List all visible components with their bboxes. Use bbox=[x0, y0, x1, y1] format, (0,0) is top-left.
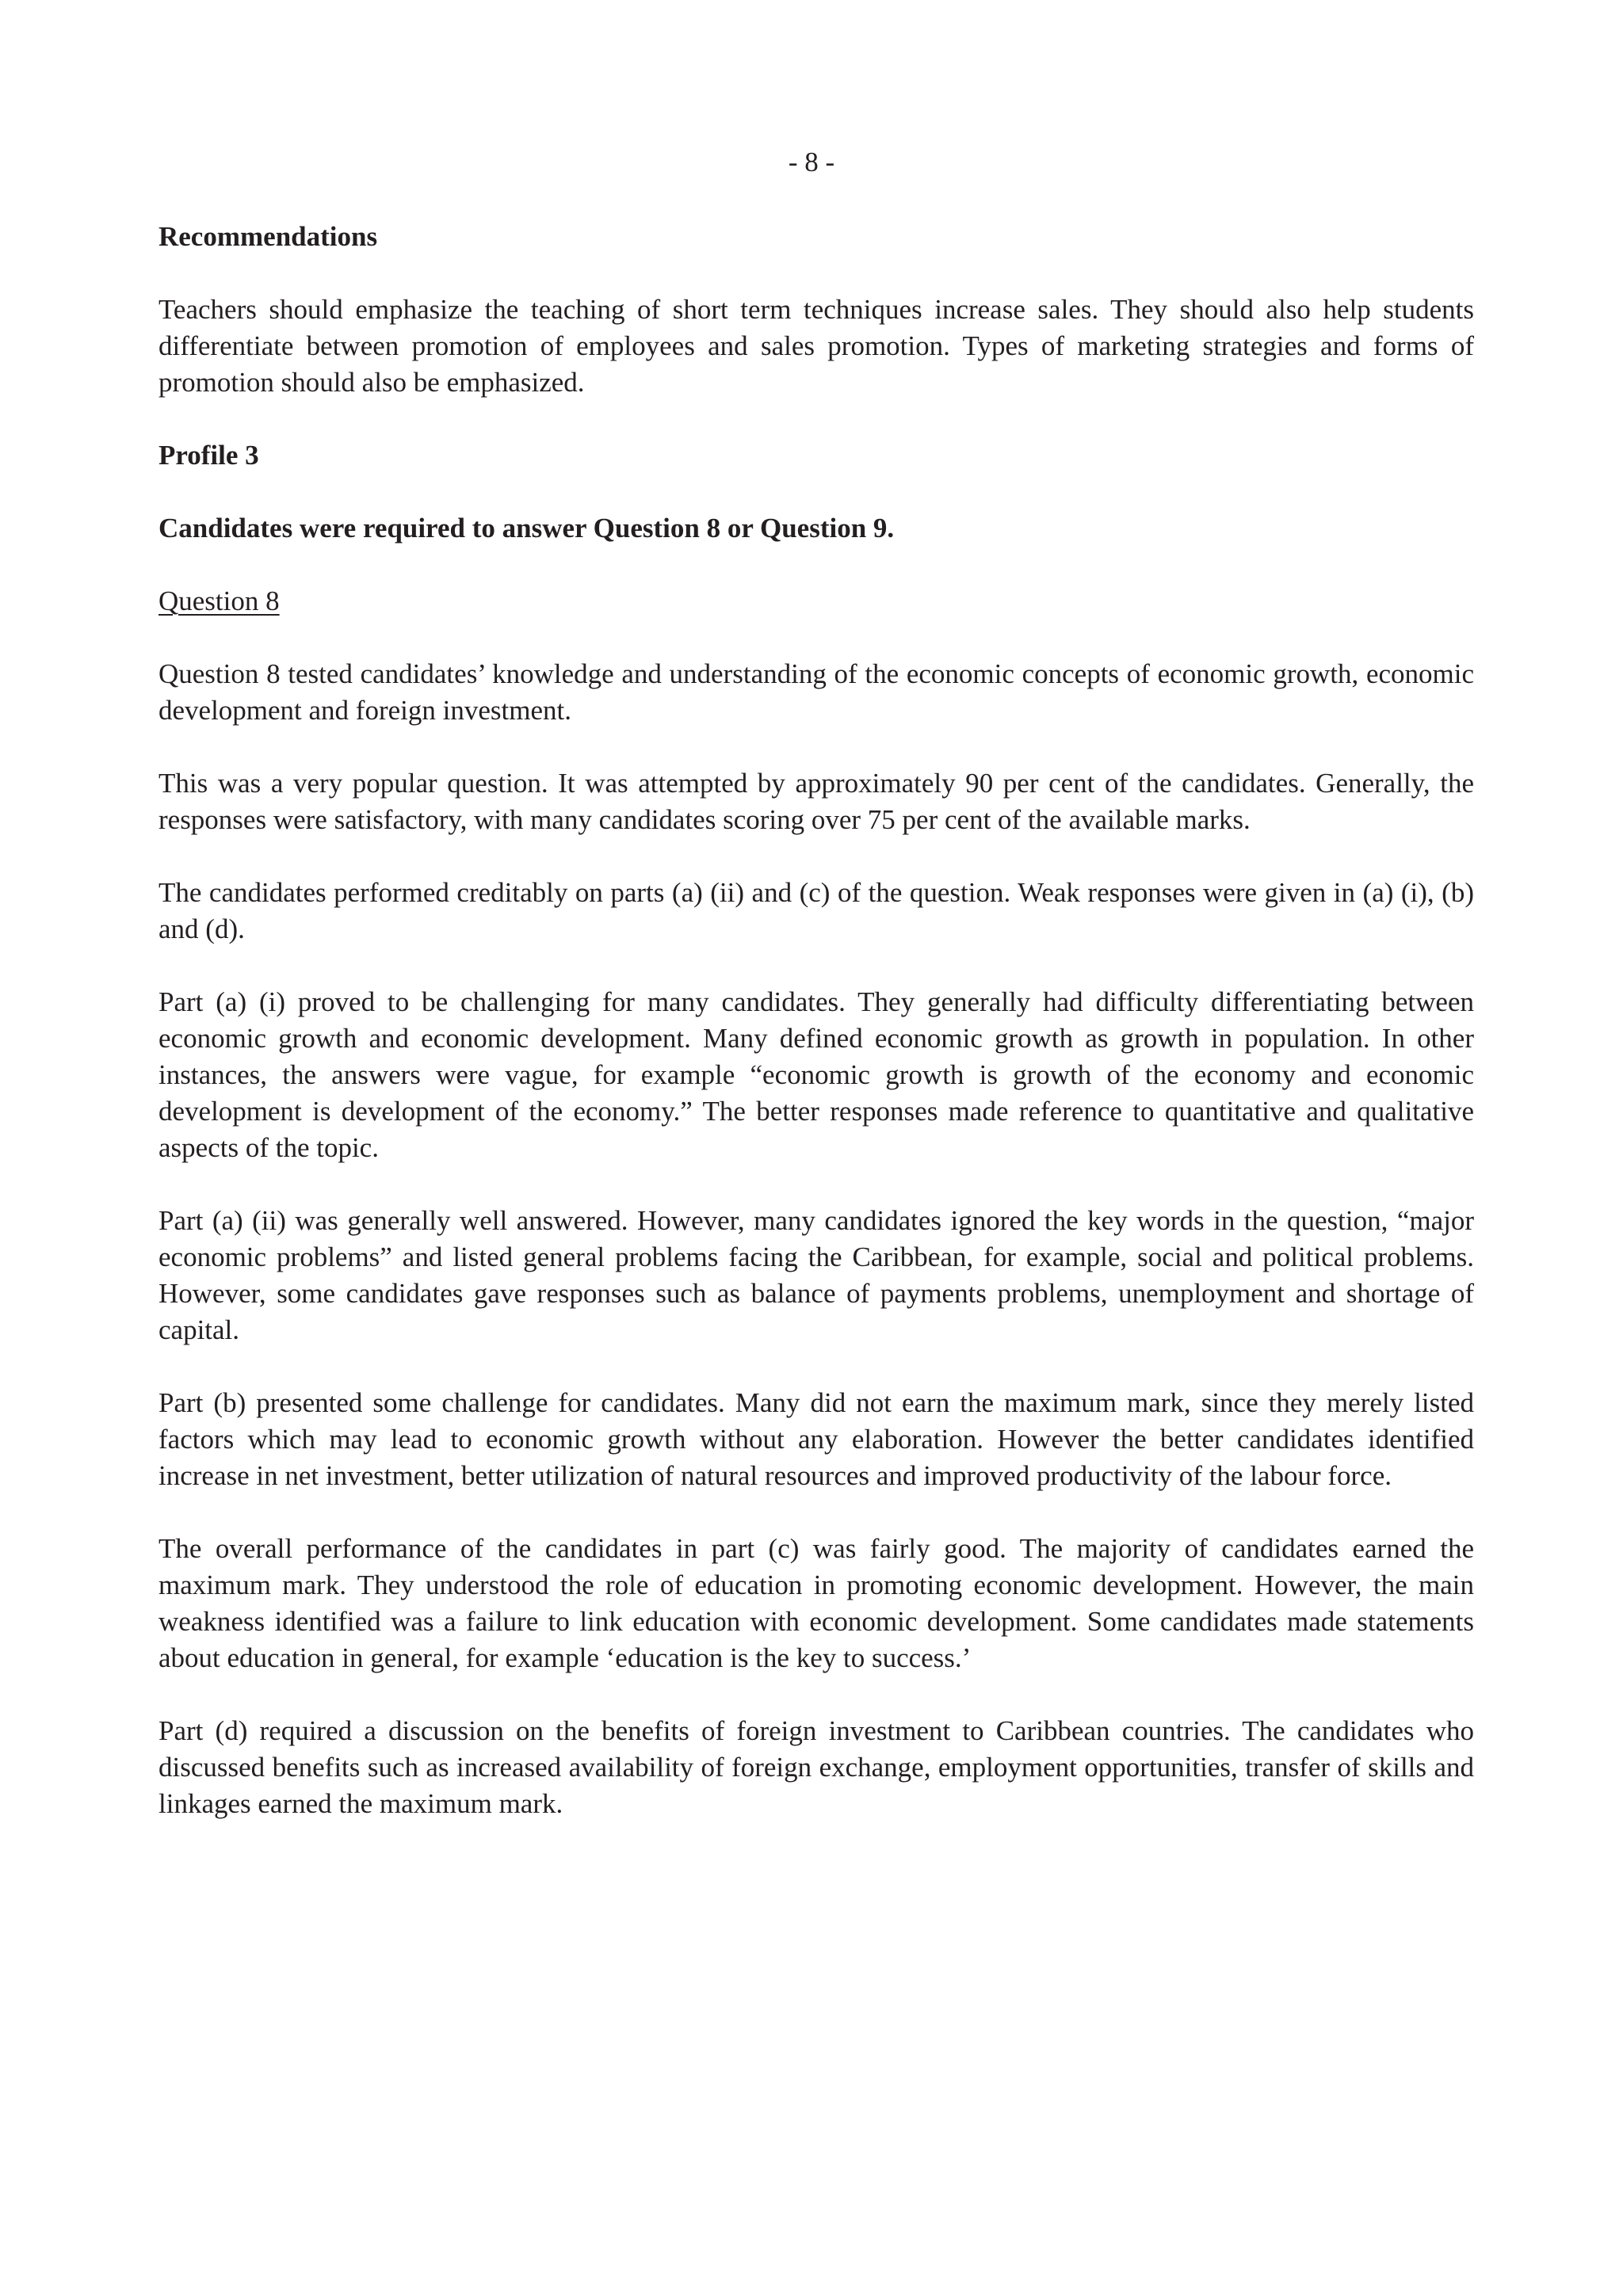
question-title: Question 8 bbox=[158, 585, 280, 616]
paragraph-part-a-i: Part (a) (i) proved to be challenging for many candidates. They generally had difficulty differentiating between economic growth and economic development. Many defined economic growth as growth in population. In other instances, the answers were vague, for example “economic growth is growth of the economy and economic development is development of the economy.” The better responses made reference to quantitative and qualitative aspects of the topic. bbox=[158, 986, 1474, 1163]
instruction-heading: Candidates were required to answer Question 8 or Question 9. bbox=[158, 513, 895, 543]
paragraph-part-d: Part (d) required a discussion on the benefits of foreign investment to Caribbean countries. The candidates who discussed benefits such as increased availability of foreign exchange, employment opportunities, transfer of skills and linkages earned the maximum mark. bbox=[158, 1715, 1474, 1819]
question-heading bbox=[158, 583, 1474, 620]
paragraph-question-intro: Question 8 tested candidates’ knowledge and understanding of the economic concepts of economic growth, economic development and foreign investment. bbox=[158, 658, 1474, 726]
paragraph-popularity: This was a very popular question. It was attempted by approximately 90 per cent of the candidates. Generally, the responses were satisfactory, with many candidates scoring over 75 per cent of the available marks. bbox=[158, 768, 1474, 835]
section-heading-recommendations: Recommendations bbox=[158, 221, 378, 252]
section-heading-profile: Profile 3 bbox=[158, 440, 259, 471]
page-content bbox=[158, 219, 1474, 1859]
paragraph-part-b: Part (b) presented some challenge for candidates. Many did not earn the maximum mark, since they merely listed factors which may lead to economic growth without any elaboration. However the better candidates identified increase in net investment, better utilization of natural resources and improved productivity of the labour force. bbox=[158, 1387, 1474, 1491]
paragraph-part-c: The overall performance of the candidates in part (c) was fairly good. The majority of candidates earned the maximum mark. They understood the role of education in promoting economic development. However, the main weakness identified was a failure to link education with economic development. Some candidates made statements about education in general, for example ‘education is the key to success.’ bbox=[158, 1533, 1474, 1673]
paragraph-recommendations: Teachers should emphasize the teaching of short term techniques increase sales. They should also help students differentiate between promotion of employees and sales promotion. Types of marketing strategies and forms of promotion should also be emphasized. bbox=[158, 294, 1474, 398]
page-number: - 8 - bbox=[788, 147, 835, 177]
paragraph-performance: The candidates performed creditably on parts (a) (ii) and (c) of the question. Weak responses were given in (a) (i), (b) and (d). bbox=[158, 877, 1474, 944]
paragraph-part-a-ii: Part (a) (ii) was generally well answered. However, many candidates ignored the key words in the question, “major economic problems” and listed general problems facing the Caribbean, for example, social and political problems. However, some candidates gave responses such as balance of payments problems, unemployment and shortage of capital. bbox=[158, 1205, 1474, 1345]
